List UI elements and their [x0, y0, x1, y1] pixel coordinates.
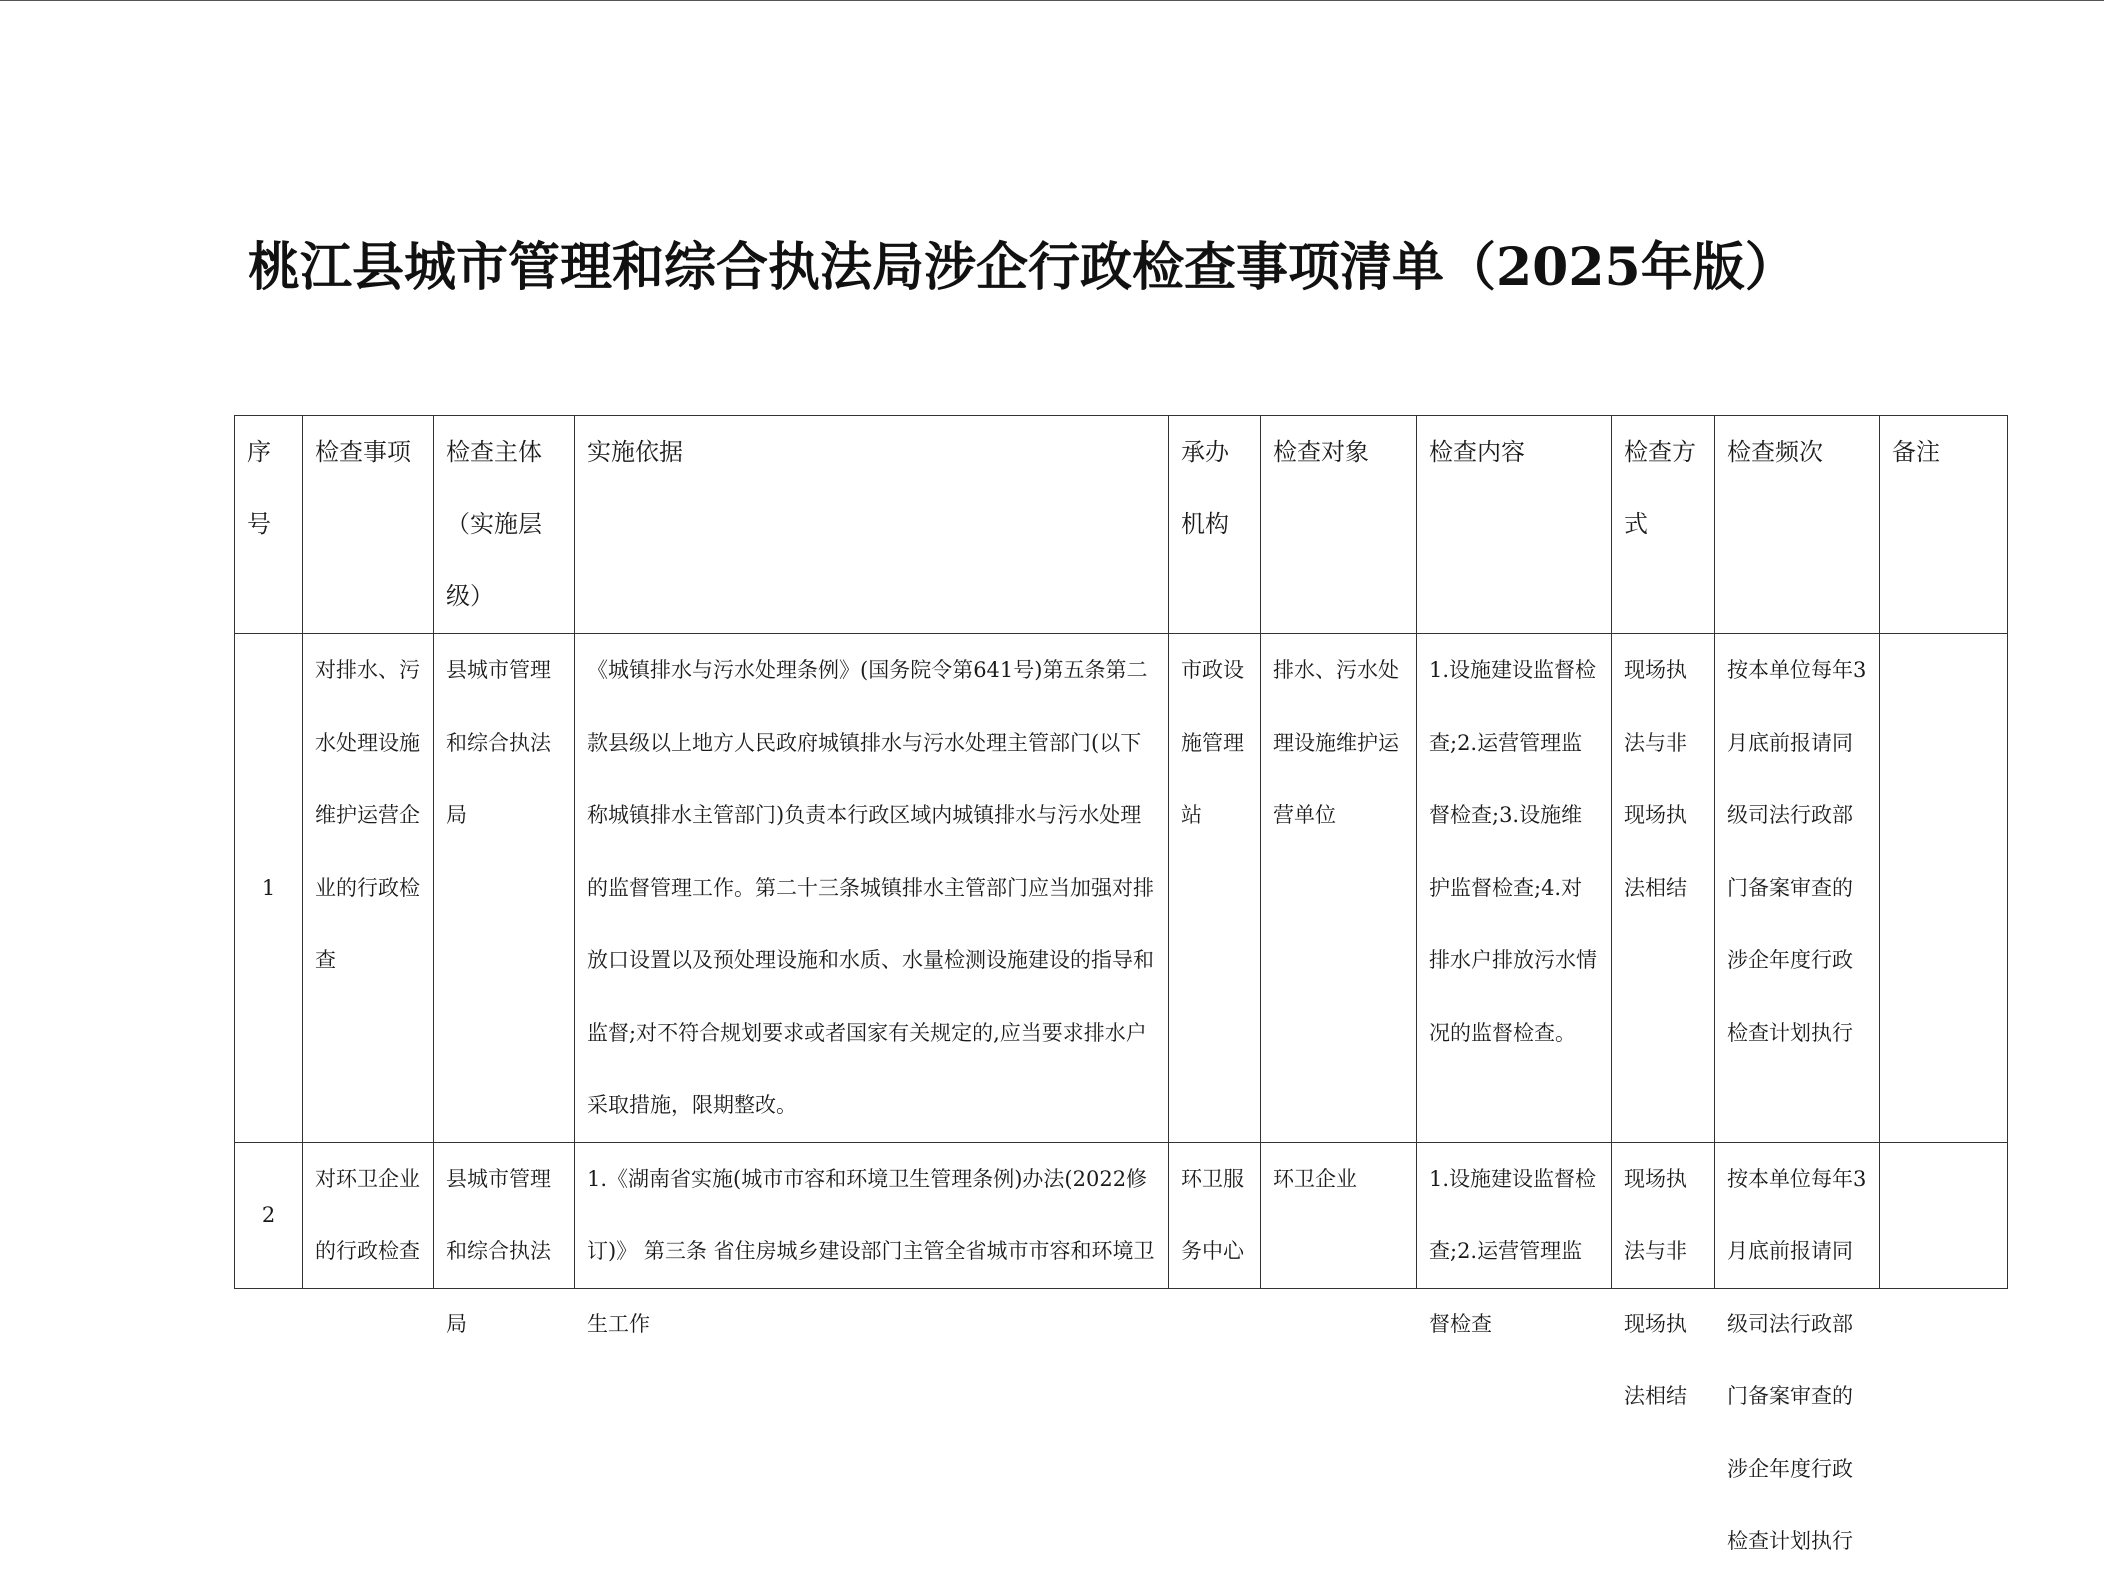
cell-method — [1612, 1142, 1715, 1408]
table-row — [235, 634, 2008, 1143]
header-subject: 检查主体（实施层级） — [434, 416, 575, 634]
header-target: 检查对象 — [1261, 416, 1417, 634]
cell-target-text: 环卫企业 — [1273, 1166, 1357, 1191]
cell-org: 市政设施管理站 — [1169, 634, 1261, 1143]
cell-frequency: 按本单位每年3月底前报请同级司法行政部门备案审查的涉企年度行政检查计划执行 — [1715, 634, 1880, 1143]
cell-content — [1417, 1142, 1612, 1336]
cell-remark — [1880, 634, 2008, 1143]
cell-basis: 《城镇排水与污水处理条例》(国务院令第641号)第五条第二款县级以上地方人民政府城镇排水与污水处理主管部门(以下称城镇排水主管部门)负责本行政区域内城镇排水与污水处理的监督管理工作。第二十三条城镇排水主管部门应当加强对排放口设置以及预处理设施和水质、水量检测设施建设的指导和监督;对不符合规划要求或者国家有关规定的,应当要求排水户采取措施，限期整改。 — [575, 634, 1169, 1143]
cell-content: 1.设施建设监督检查;2.运营管理监督检查;3.设施维护监督检查;4.对排水户排放污水情况的监督检查。 — [1417, 634, 1612, 1143]
cell-method: 现场执法与非现场执法相结 — [1612, 634, 1715, 1143]
header-no: 序号 — [235, 416, 303, 634]
cell-item — [303, 1142, 434, 1288]
header-method: 检查方式 — [1612, 416, 1715, 634]
header-frequency: 检查频次 — [1715, 416, 1880, 634]
document-title: 桃江县城市管理和综合执法局涉企行政检查事项清单（2025年版） — [248, 237, 1797, 298]
cell-subject — [434, 1142, 575, 1336]
header-remark: 备注 — [1880, 416, 2008, 634]
cell-item: 对排水、污水处理设施维护运营企业的行政检查 — [303, 634, 434, 1143]
cell-target: 排水、污水处理设施维护运营单位 — [1261, 634, 1417, 1143]
cell-target — [1261, 1142, 1417, 1288]
cell-item-text: 对环卫企业的行政检查 — [315, 1166, 420, 1263]
header-basis: 实施依据 — [575, 416, 1169, 634]
header-item: 检查事项 — [303, 416, 434, 634]
cell-method-text: 现场执法与非现场执法相结 — [1624, 1166, 1687, 1408]
cell-frequency-text: 按本单位每年3月底前报请同级司法行政部门备案审查的涉企年度行政检查计划执行 — [1727, 1166, 1867, 1553]
cell-content-text: 1.设施建设监督检查;2.运营管理监督检查 — [1429, 1166, 1597, 1336]
cell-frequency — [1715, 1142, 1880, 1553]
header-content: 检查内容 — [1417, 416, 1612, 634]
inspection-items-table — [234, 415, 2008, 1553]
cell-subject-text: 县城市管理和综合执法局 — [446, 1166, 551, 1336]
table-row — [235, 1142, 2008, 1288]
table-header-row — [235, 416, 2008, 634]
cell-subject: 县城市管理和综合执法局 — [434, 634, 575, 1143]
cell-remark — [1880, 1142, 2008, 1288]
top-border-line — [0, 0, 2104, 1]
cell-basis — [575, 1142, 1169, 1336]
cell-org — [1169, 1142, 1261, 1288]
cell-no: 2 — [235, 1142, 303, 1288]
cell-basis-text: 1.《湖南省实施(城市市容和环境卫生管理条例)办法(2022修订)》 第三条 省住房城乡建设部门主管全省城市市容和环境卫生工作 — [587, 1166, 1155, 1336]
header-org: 承办机构 — [1169, 416, 1261, 634]
cell-org-text: 环卫服务中心 — [1181, 1166, 1244, 1263]
cell-no: 1 — [235, 634, 303, 1143]
